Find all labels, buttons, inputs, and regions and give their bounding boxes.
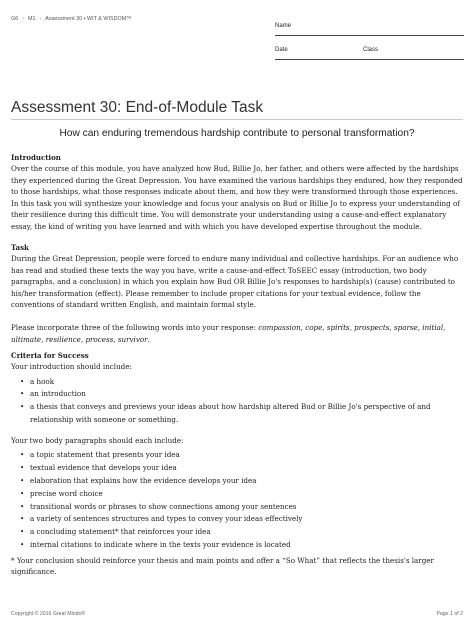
conclusion-note: * Your conclusion should reinforce your thesis and main points and offer a “So What” that reflects the thesis's larger significance.: [11, 555, 434, 577]
list-item: • elaboration that explains how the evidence develops your idea: [20, 475, 463, 488]
body-criteria-list: [11, 449, 463, 551]
breadcrumb-separator-icon: ›: [22, 16, 24, 22]
copyright-notice: Copyright © 2016 Great Minds®: [11, 611, 85, 617]
introduction-text: Over the course of this module, you have analyzed how Bud, Billie Jo, her father, and others were affected by the hardships they experienced during the Great Depression. You have examined the various hardships they endured, how they responded to those hardships, what those responses indicate about them, and how they were transformed through those experiences. In this task you will synthesize your knowledge and focus your analysis on Bud or Billie Jo to express your understanding of their resilience during this difficult time. You will demonstrate your understanding using a cause-and-effect explanatory essay, the kind of writing you have learned and with which you have developed expertise throughout the module.: [11, 164, 463, 231]
introduction-heading: Introduction: [11, 153, 61, 162]
title-divider: [11, 119, 463, 120]
vocabulary-prefix: Please incorporate three of the following words into your response:: [11, 323, 259, 333]
list-item: • a hook: [20, 376, 463, 389]
list-item: • a topic statement that presents your idea: [20, 449, 463, 462]
vocabulary-words: compassion, cope, spirits, prospects, sparse, initial, ultimate, resilience, process, survivor: [11, 323, 446, 344]
body-criteria-label: Your two body paragraphs should each include:: [11, 435, 184, 445]
list-item: • precise word choice: [20, 488, 463, 501]
list-item: • a variety of sentences structures and types to convey your ideas effectively: [20, 513, 463, 526]
criteria-heading: Criteria for Success: [11, 351, 89, 361]
breadcrumb-module: M1: [28, 16, 36, 22]
introduction-criteria-label: Your introduction should include:: [11, 362, 132, 372]
list-item: • a thesis that conveys and previews your ideas about how hardship altered Bud or Billie Jo's perspective of and relationship with someone or something.: [20, 401, 463, 427]
breadcrumb-grade: G6: [11, 16, 19, 22]
page-number: Page 1 of 2: [436, 611, 463, 617]
breadcrumb: [11, 16, 132, 22]
list-item: • textual evidence that develops your idea: [20, 462, 463, 475]
name-line[interactable]: [275, 35, 464, 36]
introduction-criteria-list: [11, 376, 463, 427]
list-item: • an introduction: [20, 388, 463, 401]
assessment-body: [11, 153, 463, 578]
date-class-line[interactable]: [275, 59, 464, 60]
essential-question: How can enduring tremendous hardship contribute to personal transformation?: [59, 128, 415, 139]
list-item: • transitional words or phrases to show connections among your sentences: [20, 501, 463, 514]
class-label: Class: [363, 47, 379, 53]
breadcrumb-assessment: Assessment 30 • WIT & WISDOM™: [45, 16, 132, 22]
task-heading: Task: [11, 243, 29, 253]
task-text: During the Great Depression, people were forced to endure many individual and collective hardships. For an audience who has read and studied these texts the way you have, write a cause-and-effect ToSEEC essay (introduction, two body paragraphs, and a conclusion) in which you explain how Bud OR Billie Jo's responses to hardship(s) (cause) contributed to his/her transformation (effect). Please remember to include proper citations for your textual evidence, follow the conventions of standard written English, and maintain formal style.: [11, 254, 459, 310]
list-item: • internal citations to indicate where in the texts your evidence is located: [20, 539, 463, 552]
date-label: Date: [275, 47, 288, 53]
vocabulary-instruction: Please incorporate three of the following words into your response: compassion, cope, spirits, prospects, sparse, initial, ultimate, resilience, process, survivor.: [11, 323, 446, 344]
page-title: Assessment 30: End-of-Module Task: [11, 99, 264, 116]
breadcrumb-separator-icon: ›: [39, 16, 42, 22]
list-item: • a concluding statement* that reinforces your idea: [20, 526, 463, 539]
name-label: Name: [275, 23, 292, 29]
